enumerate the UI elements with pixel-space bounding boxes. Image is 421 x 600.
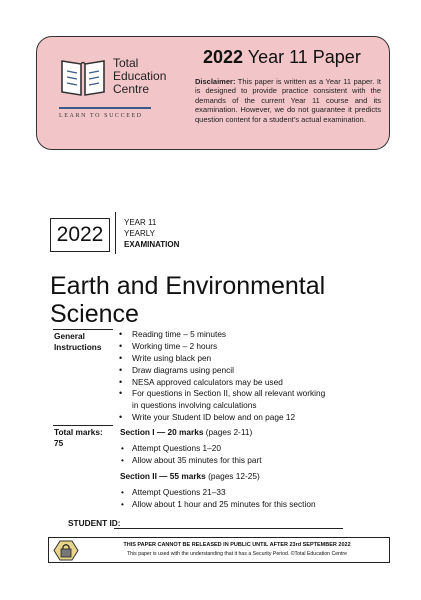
list-item: • For questions in Section II, show all relevant working in questions involving calculations bbox=[117, 388, 327, 410]
tec-logo bbox=[59, 55, 169, 135]
brand-name: Total Education Centre bbox=[113, 56, 167, 96]
logo-divider bbox=[59, 107, 151, 109]
disclaimer: Disclaimer: This paper is written as a Year 11 paper. It is designed to provide practice consistent with the demands of the current Year 11 course and its examination. However, we do not guarantee it predicts question content for a student’s actual examination. bbox=[195, 77, 381, 124]
student-id-label: STUDENT ID: bbox=[68, 518, 121, 528]
list-item: • Write your Student ID below and on page 12 bbox=[117, 412, 327, 423]
list-item: • Attempt Questions 21–33 bbox=[120, 486, 370, 498]
list-item: • NESA approved calculators may be used bbox=[117, 377, 327, 388]
list-item: • Write using black pen bbox=[117, 353, 327, 364]
list-item: • Draw diagrams using pencil bbox=[117, 365, 327, 376]
divider bbox=[53, 425, 113, 426]
paper-title: 2022 Year 11 Paper bbox=[203, 47, 361, 67]
general-instructions-label: General Instructions bbox=[54, 331, 102, 352]
brand-tagline: LEARN TO SUCCEED bbox=[59, 113, 143, 119]
subject-title: Earth and Environmental Science bbox=[50, 272, 326, 328]
exam-year-box: 2022 bbox=[50, 218, 110, 252]
divider bbox=[53, 329, 113, 330]
list-item: • Reading time – 5 minutes bbox=[117, 329, 327, 340]
total-marks: Total marks: 75 bbox=[54, 427, 103, 448]
release-notice: THIS PAPER CANNOT BE RELEASED IN PUBLIC UNTIL AFTER 23rd SEPTEMBER 2022 bbox=[123, 542, 351, 548]
section-one: Section I — 20 marks (pages 2-11) • Attempt Questions 1–20 • Allow about 35 minutes for this part bbox=[120, 427, 370, 466]
list-item: • Attempt Questions 1–20 bbox=[120, 442, 370, 454]
instructions-list bbox=[117, 329, 327, 423]
list-item: • Allow about 1 hour and 25 minutes for this section bbox=[120, 498, 370, 510]
list-item: • Working time – 2 hours bbox=[117, 341, 327, 352]
section-two: Section II — 55 marks (pages 12-25) • Attempt Questions 21–33 • Allow about 1 hour and 25 minutes for this section bbox=[120, 471, 370, 510]
security-notice: This paper is used with the understanding that it has a Security Period. ©Total Education Centre bbox=[126, 551, 348, 557]
list-item: • Allow about 35 minutes for this part bbox=[120, 454, 370, 466]
security-footer bbox=[48, 537, 390, 563]
security-lock-icon bbox=[53, 540, 79, 561]
header-banner bbox=[36, 36, 390, 150]
exam-type: YEAR 11 YEARLY EXAMINATION bbox=[124, 218, 180, 249]
open-book-icon bbox=[59, 55, 107, 101]
divider bbox=[115, 212, 116, 254]
student-id-field[interactable] bbox=[114, 528, 343, 529]
